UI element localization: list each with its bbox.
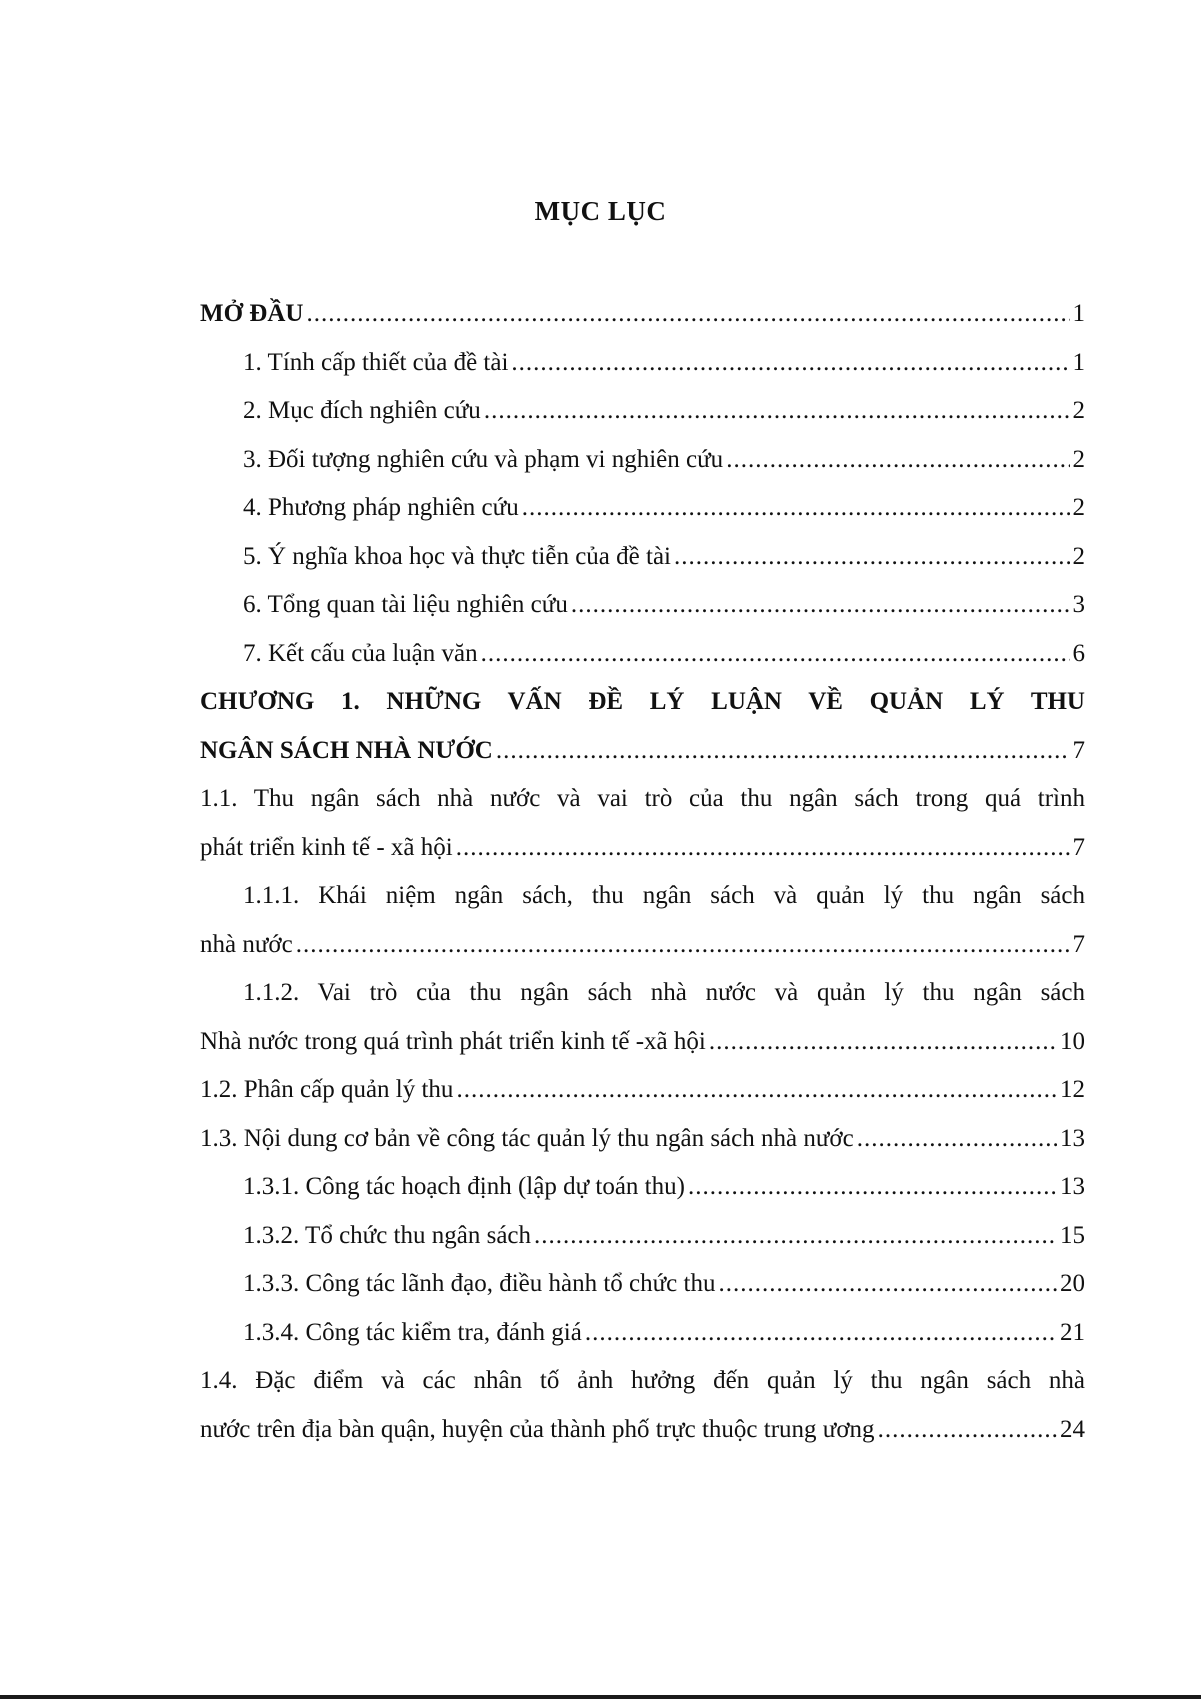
toc-entry[interactable]	[200, 339, 1085, 388]
toc-entry-leader-line	[200, 1163, 1085, 1212]
dot-leader	[481, 630, 1070, 679]
toc-entry-title: 1. Tính cấp thiết của đề tài	[243, 348, 509, 376]
toc-entry-title: 2. Mục đích nghiên cứu	[243, 397, 481, 424]
toc-entry[interactable]	[200, 1357, 1085, 1454]
toc-entry[interactable]	[200, 872, 1085, 969]
toc-entry-page-number: 20	[1060, 1270, 1085, 1297]
toc-entry-page-number: 15	[1060, 1221, 1085, 1249]
dot-leader	[718, 1260, 1057, 1309]
dot-leader	[585, 1309, 1057, 1358]
toc-entry-title: 1.3. Nội dung cơ bản về công tác quản lý thu ngân sách nhà nước	[200, 1124, 854, 1152]
toc-entry-page-number: 12	[1060, 1076, 1085, 1103]
toc-entry-page-number: 2	[1072, 494, 1085, 521]
page-title: MỤC LỤC	[534, 196, 667, 226]
toc-entry-title: NGÂN SÁCH NHÀ NƯỚC	[200, 736, 493, 764]
toc-entry-page-number: 3	[1072, 591, 1085, 618]
toc-entry-title: 1.3.3. Công tác lãnh đạo, điều hành tổ chức thu	[243, 1270, 716, 1297]
toc-entry-leader-line	[200, 533, 1085, 582]
toc-entry-leader-line	[200, 1115, 1085, 1164]
toc-entry-leader-line	[200, 1309, 1085, 1358]
toc-entry[interactable]	[200, 969, 1085, 1066]
dot-leader	[511, 339, 1069, 388]
dot-leader	[709, 1018, 1057, 1067]
toc-entry-title: 4. Phương pháp nghiên cứu	[243, 494, 519, 521]
toc-entry-page-number: 7	[1072, 833, 1085, 861]
toc-entry-leader-line	[200, 339, 1085, 388]
toc-entry-title: 3. Đối tượng nghiên cứu và phạm vi nghiên cứu	[243, 445, 724, 473]
dot-leader	[522, 484, 1070, 533]
toc-entry[interactable]	[200, 484, 1085, 533]
toc-entry-leader-line	[200, 387, 1085, 436]
toc-entry[interactable]	[200, 387, 1085, 436]
toc-entry[interactable]	[200, 1212, 1085, 1261]
toc-entry[interactable]	[200, 436, 1085, 485]
toc-entry-title: 5. Ý nghĩa khoa học và thực tiễn của đề tài	[243, 542, 671, 570]
toc-entry-page-number: 2	[1072, 397, 1085, 424]
toc-entry-leader-line	[200, 630, 1085, 679]
toc-entry[interactable]	[200, 1115, 1085, 1164]
toc-entry[interactable]	[200, 775, 1085, 872]
toc-entry-leader-line	[200, 436, 1085, 485]
toc-entry-title: 1.3.1. Công tác hoạch định (lập dự toán thu)	[243, 1173, 685, 1200]
toc-entry-leader-line	[200, 581, 1085, 630]
toc-entry-page-number: 13	[1060, 1124, 1085, 1152]
dot-leader	[878, 1406, 1057, 1455]
dot-leader	[456, 824, 1070, 873]
toc-entry-page-number: 7	[1072, 930, 1085, 958]
toc-entry-leader-line	[200, 727, 1085, 776]
dot-leader	[726, 436, 1069, 485]
toc-entry-leader-line	[200, 1212, 1085, 1261]
toc-entry-page-number: 1	[1072, 300, 1085, 327]
toc-entry-leader-line	[200, 1018, 1085, 1067]
dot-leader	[296, 921, 1070, 970]
toc-entry-page-number: 7	[1072, 736, 1085, 764]
toc-entry-leader-line	[200, 824, 1085, 873]
toc-entry-page-number: 2	[1072, 542, 1085, 570]
dot-leader	[484, 387, 1070, 436]
toc-entry-title-line: 1.1.2. Vai trò của thu ngân sách nhà nước và quản lý thu ngân sách	[243, 979, 1085, 1006]
toc-entry-page-number: 6	[1072, 639, 1085, 667]
toc-entry-title: phát triển kinh tế - xã hội	[200, 833, 453, 861]
toc-entry-page-number: 13	[1060, 1173, 1085, 1200]
toc-entry-page-number: 21	[1060, 1318, 1085, 1346]
page-bottom-border	[0, 1695, 1201, 1699]
toc-entry-title: 6. Tổng quan tài liệu nghiên cứu	[243, 591, 568, 618]
toc-entry[interactable]	[200, 630, 1085, 679]
toc-entry-title-line: CHƯƠNG 1. NHỮNG VẤN ĐỀ LÝ LUẬN VỀ QUẢN LÝ THU	[200, 688, 1085, 715]
toc-entry-title: nước trên địa bàn quận, huyện của thành phố trực thuộc trung ương	[200, 1415, 875, 1443]
toc-entry[interactable]	[200, 1066, 1085, 1115]
dot-leader	[688, 1163, 1057, 1212]
toc-entry-leader-line	[200, 1406, 1085, 1455]
toc-entry-page-number: 24	[1060, 1415, 1085, 1443]
dot-leader	[571, 581, 1070, 630]
dot-leader	[456, 1066, 1057, 1115]
toc-entry-title: Nhà nước trong quá trình phát triển kinh tế -xã hội	[200, 1027, 706, 1055]
toc-entry-title: 1.3.4. Công tác kiểm tra, đánh giá	[243, 1318, 582, 1346]
toc-entry-title: 1.2. Phân cấp quản lý thu	[200, 1076, 454, 1103]
dot-leader	[534, 1212, 1057, 1261]
toc-entry-leader-line	[200, 290, 1085, 339]
toc-entry[interactable]	[200, 581, 1085, 630]
toc-entry-page-number: 10	[1060, 1027, 1085, 1055]
toc-entry-title: MỞ ĐẦU	[200, 300, 304, 327]
toc-entry-title: nhà nước	[200, 930, 293, 958]
toc-entry[interactable]	[200, 678, 1085, 775]
toc-entry-leader-line	[200, 921, 1085, 970]
dot-leader	[857, 1115, 1057, 1164]
toc-entry-leader-line	[200, 1066, 1085, 1115]
toc-entry[interactable]	[200, 533, 1085, 582]
dot-leader	[496, 727, 1070, 776]
toc-entry-leader-line	[200, 1260, 1085, 1309]
toc-entry-title: 7. Kết cấu của luận văn	[243, 639, 478, 667]
toc-entry-title: 1.3.2. Tổ chức thu ngân sách	[243, 1221, 532, 1249]
toc-entry[interactable]	[200, 1260, 1085, 1309]
dot-leader	[674, 533, 1070, 582]
toc-entry[interactable]	[200, 1309, 1085, 1358]
toc-entry-page-number: 2	[1072, 445, 1085, 473]
toc-entry-title-line: 1.1. Thu ngân sách nhà nước và vai trò của thu ngân sách trong quá trình	[200, 785, 1085, 812]
toc-entry[interactable]	[200, 1163, 1085, 1212]
toc-entry-title-line: 1.1.1. Khái niệm ngân sách, thu ngân sách và quản lý thu ngân sách	[243, 882, 1085, 909]
toc-entry-leader-line	[200, 484, 1085, 533]
table-of-contents	[200, 290, 1085, 1454]
toc-entry-page-number: 1	[1072, 348, 1085, 376]
dot-leader	[306, 290, 1069, 339]
toc-entry-title-line: 1.4. Đặc điểm và các nhân tố ảnh hưởng đến quản lý thu ngân sách nhà	[200, 1367, 1085, 1394]
toc-entry[interactable]	[200, 290, 1085, 339]
